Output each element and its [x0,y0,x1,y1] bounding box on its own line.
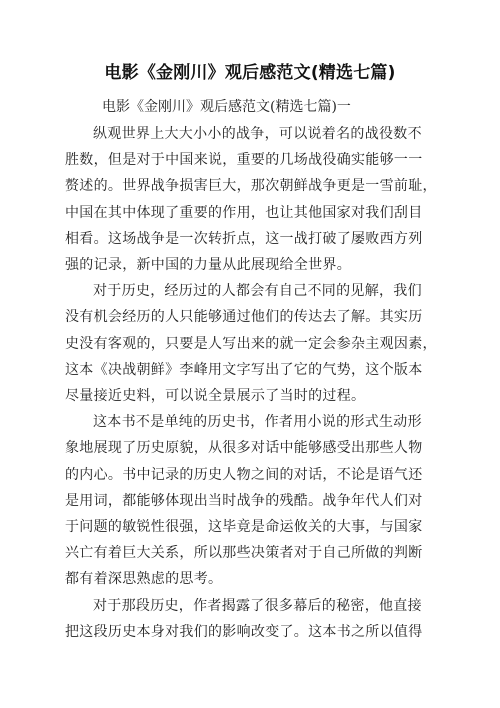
document-body [65,121,440,645]
paragraph-line: 纵观世界上大大小小的战争，可以说着名的战役数不 [93,126,422,142]
paragraph-line: 没有机会经历的人只能够通过他们的传达去了解。其实历 [65,309,423,326]
paragraph-line: 象地展现了历史原貌，从很多对话中能够感受出那些人物 [65,440,423,457]
paragraph-line: 史没有客观的，只要是人写出来的就一定会参杂主观因素， [65,335,437,352]
paragraph-line: 对于历史，经历过的人都会有自己不同的见解，我们 [93,283,422,300]
paragraph-line: 对于那段历史，作者揭露了很多幕后的秘密，他直接 [93,597,422,614]
document-title: 电影《金刚川》观后感范文(精选七篇) [104,63,396,83]
paragraph-line: 胜数，但是对于中国来说，重要的几场战役确实能够一一 [65,152,423,169]
paragraph-3 [65,409,440,592]
paragraph-line: 中国在其中体现了重要的作用，也让其他国家对我们刮目 [65,204,423,221]
paragraph-line: 赘述的。世界战争损害巨大，那次朝鲜战争更是一雪前耻， [65,178,437,195]
paragraph-line: 尽量接近史料，可以说全景展示了当时的过程。 [65,388,366,405]
paragraph-2 [65,278,440,409]
paragraph-4 [65,593,440,645]
paragraph-line: 是用词，都能够体现出当时战争的残酷。战争年代人们对 [65,492,423,509]
document-subtitle: 电影《金刚川》观后感范文(精选七篇)一 [102,99,351,115]
paragraph-line: 把这段历史本身对我们的影响改变了。这本书之所以值得 [65,623,423,640]
paragraph-line: 于问题的敏锐性很强，这毕竟是命运攸关的大事，与国家 [65,519,423,536]
paragraph-1 [65,121,440,278]
paragraph-line: 都有着深思熟虑的思考。 [65,571,223,588]
paragraph-line: 这本书不是单纯的历史书，作者用小说的形式生动形 [93,414,422,431]
paragraph-line: 这本《决战朝鲜》李峰用文字写出了它的气势，这个版本 [65,361,423,378]
paragraph-line: 相看。这场战争是一次转折点，这一战打破了屡败西方列 [65,230,423,247]
paragraph-line: 兴亡有着巨大关系，所以那些决策者对于自己所做的判断 [65,545,423,562]
paragraph-line: 强的记录，新中国的力量从此展现给全世界。 [65,257,351,274]
paragraph-line: 的内心。书中记录的历史人物之间的对话，不论是语气还 [65,466,423,483]
